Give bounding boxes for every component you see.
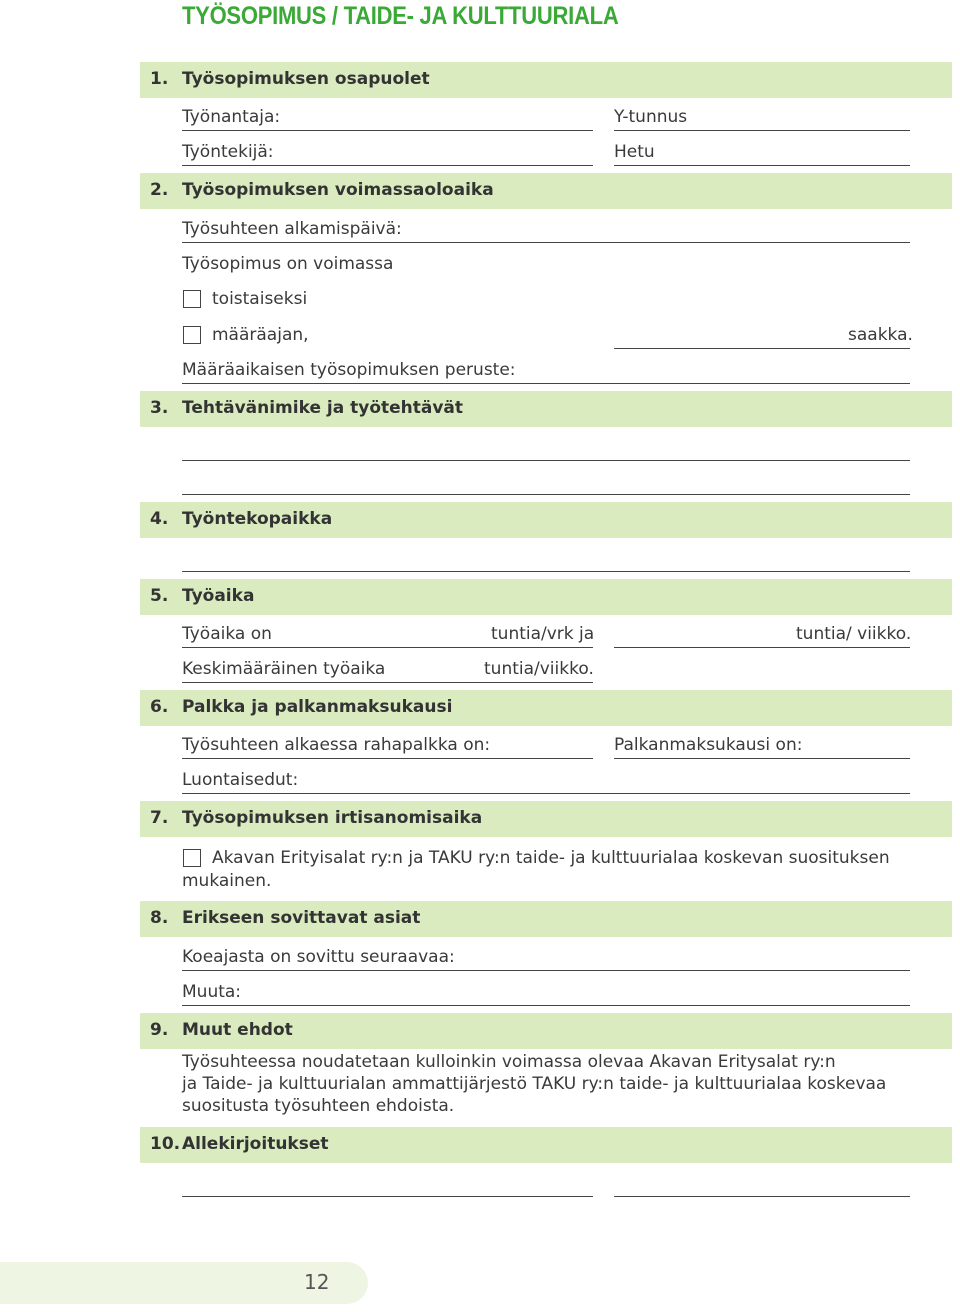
section-label: Muut ehdot xyxy=(182,1020,293,1040)
hours-week-field[interactable] xyxy=(614,647,910,648)
notice-recommendation-checkbox[interactable] xyxy=(183,849,201,867)
section-header-5 xyxy=(140,579,952,615)
section-number: 5. xyxy=(150,586,169,606)
benefits-label: Luontaisedut: xyxy=(182,770,299,790)
workplace-field[interactable] xyxy=(182,571,910,572)
probation-label: Koeajasta on sovittu seuraavaa: xyxy=(182,947,455,967)
section-label: Erikseen sovittavat asiat xyxy=(182,908,421,928)
section-number: 10. xyxy=(150,1134,181,1154)
section-number: 7. xyxy=(150,808,169,828)
section-header-8 xyxy=(140,901,952,937)
fixed-reason-field[interactable] xyxy=(182,383,910,384)
section-number: 1. xyxy=(150,69,169,89)
employee-label: Työntekijä: xyxy=(182,142,274,162)
avg-hours-field[interactable] xyxy=(182,682,593,683)
section-label: Työsopimuksen voimassaoloaika xyxy=(182,180,494,200)
section-label: Tehtävänimike ja työtehtävät xyxy=(182,398,464,418)
section-header-4 xyxy=(140,502,952,538)
employee-field[interactable] xyxy=(182,165,593,166)
section-header-1 xyxy=(140,62,952,98)
section-label: Työntekopaikka xyxy=(182,509,333,529)
section-number: 6. xyxy=(150,697,169,717)
section-label: Palkka ja palkanmaksukausi xyxy=(182,697,453,717)
hours-week-unit: tuntia/ viikko. xyxy=(796,624,912,644)
terms-line3: suositusta työsuhteen ehdoista. xyxy=(182,1096,455,1116)
business-id-field[interactable] xyxy=(614,130,910,131)
section-number: 3. xyxy=(150,398,169,418)
fixed-term-end-field[interactable] xyxy=(614,348,910,349)
employer-signature-field[interactable] xyxy=(182,1196,593,1197)
section-label: Työsopimuksen irtisanomisaika xyxy=(182,808,483,828)
indefinite-label: toistaiseksi xyxy=(212,289,308,309)
until-label: saakka. xyxy=(848,325,913,345)
personal-id-field[interactable] xyxy=(614,165,910,166)
business-id-label: Y-tunnus xyxy=(614,107,688,127)
hours-day-unit: tuntia/vrk ja xyxy=(491,624,595,644)
salary-field[interactable] xyxy=(182,758,593,759)
employer-label: Työnantaja: xyxy=(182,107,281,127)
section-label: Allekirjoitukset xyxy=(182,1134,329,1154)
notice-text-line1: Akavan Erityisalat ry:n ja TAKU ry:n taide- ja kulttuurialaa koskevan suosituksen xyxy=(212,848,890,868)
terms-line2: ja Taide- ja kulttuurialan ammattijärjestö TAKU ry:n taide- ja kulttuurialaa koskevaa xyxy=(182,1074,887,1094)
pay-period-field[interactable] xyxy=(614,758,910,759)
indefinite-checkbox[interactable] xyxy=(183,290,201,308)
other-label: Muuta: xyxy=(182,982,242,1002)
section-header-7 xyxy=(140,801,952,837)
job-duties-field[interactable] xyxy=(182,494,910,495)
salary-label: Työsuhteen alkaessa rahapalkka on: xyxy=(182,735,491,755)
section-header-10 xyxy=(140,1127,952,1163)
section-header-6 xyxy=(140,690,952,726)
section-header-2 xyxy=(140,173,952,209)
other-field[interactable] xyxy=(182,1005,910,1006)
hours-label: Työaika on xyxy=(182,624,272,644)
personal-id-label: Hetu xyxy=(614,142,655,162)
section-header-9 xyxy=(140,1013,952,1049)
validity-label: Työsopimus on voimassa xyxy=(182,254,394,274)
section-number: 9. xyxy=(150,1020,169,1040)
pay-period-label: Palkanmaksukausi on: xyxy=(614,735,803,755)
benefits-field[interactable] xyxy=(182,793,910,794)
job-title-field[interactable] xyxy=(182,460,910,461)
section-label: Työaika xyxy=(182,586,255,606)
fixed-term-checkbox[interactable] xyxy=(183,326,201,344)
section-header-3 xyxy=(140,391,952,427)
page-number: 12 xyxy=(304,1270,330,1294)
document-title: TYÖSOPIMUS / TAIDE- JA KULTTUURIALA xyxy=(182,2,619,30)
employer-field[interactable] xyxy=(182,130,593,131)
probation-field[interactable] xyxy=(182,970,910,971)
employee-signature-field[interactable] xyxy=(614,1196,910,1197)
notice-text-line2: mukainen. xyxy=(182,871,272,891)
section-number: 2. xyxy=(150,180,169,200)
section-label: Työsopimuksen osapuolet xyxy=(182,69,430,89)
fixed-term-label: määräajan, xyxy=(212,325,309,345)
section-number: 4. xyxy=(150,509,169,529)
avg-hours-unit: tuntia/viikko. xyxy=(484,659,594,679)
terms-line1: Työsuhteessa noudatetaan kulloinkin voimassa olevaa Akavan Eritysalat ry:n xyxy=(182,1052,836,1072)
start-date-field[interactable] xyxy=(182,242,910,243)
hours-day-field[interactable] xyxy=(182,647,593,648)
start-date-label: Työsuhteen alkamispäivä: xyxy=(182,219,402,239)
fixed-reason-label: Määräaikaisen työsopimuksen peruste: xyxy=(182,360,516,380)
avg-hours-label: Keskimääräinen työaika xyxy=(182,659,386,679)
section-number: 8. xyxy=(150,908,169,928)
